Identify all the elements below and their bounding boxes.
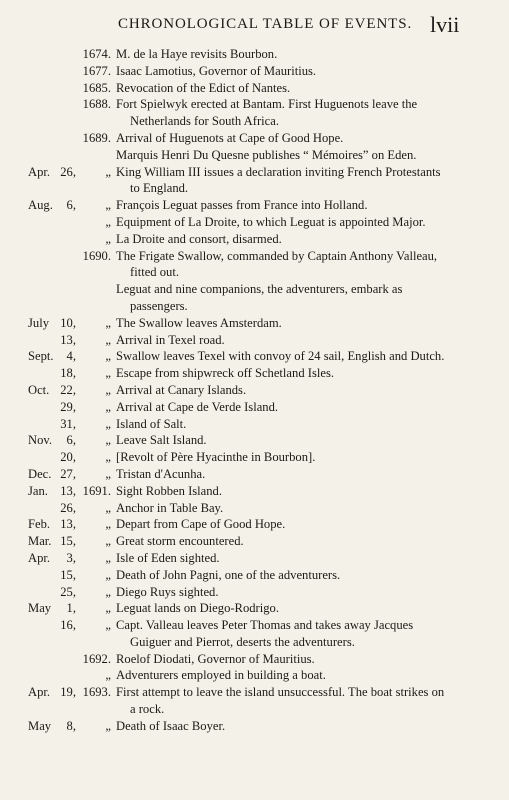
entry-month — [28, 584, 56, 601]
entry-text: Death of Isaac Boyer. — [116, 718, 226, 733]
entry-year: 1688. — [82, 97, 111, 112]
entry-text: Fort Spielwyk erected at Bantam. First Huguenots leave the Netherlands for South Africa. — [116, 97, 418, 129]
entry-date — [28, 332, 111, 349]
entry-month — [28, 248, 56, 265]
entry-date — [28, 449, 111, 466]
chronology-entry — [0, 365, 509, 382]
chronology-entry — [0, 584, 509, 601]
entry-day — [56, 231, 76, 248]
chronology-entry — [0, 382, 509, 399]
chronology-entry — [0, 466, 509, 483]
entry-text: Capt. Valleau leaves Peter Thomas and takes away Jacques Guiguer and Pierrot, deserts the adventurers. — [116, 618, 414, 649]
entry-year: 1677. — [82, 63, 111, 78]
entry-month — [28, 449, 56, 466]
entry-day: 13, — [60, 517, 76, 532]
entry-day: 27, — [60, 466, 76, 481]
entry-date — [28, 63, 111, 80]
chronology-entry — [0, 63, 509, 80]
entry-year: „ — [105, 214, 111, 229]
entry-year: „ — [105, 534, 111, 549]
chronology-entry — [0, 600, 509, 617]
entry-date — [28, 466, 111, 483]
entry-text: Diego Ruys sighted. — [116, 584, 219, 599]
entry-text: The Swallow leaves Amsterdam. — [116, 315, 282, 330]
chronology-entry — [0, 416, 509, 433]
entry-year: 1690. — [82, 248, 111, 263]
entry-text: Equipment of La Droite, to which Leguat is appointed Major. — [116, 214, 426, 229]
entry-day: 13, — [60, 332, 76, 347]
entry-day: 16, — [60, 618, 76, 633]
chronology-list — [0, 46, 509, 735]
entry-year: „ — [105, 231, 111, 246]
entry-text: Roelof Diodati, Governor of Mauritius. — [116, 651, 315, 666]
entry-date — [28, 533, 111, 550]
entry-month: Aug. — [28, 198, 53, 213]
entry-day: 26, — [60, 164, 76, 179]
entry-text: King William III issues a declaration inviting French Protestants to England. — [116, 164, 441, 196]
entry-year: „ — [105, 466, 111, 481]
entry-year: 1689. — [82, 130, 111, 145]
entry-date — [28, 214, 111, 231]
entry-month: July — [28, 315, 49, 330]
entry-month — [28, 231, 56, 248]
entry-year: „ — [105, 416, 111, 431]
entry-date — [28, 584, 111, 601]
entry-text: La Droite and consort, disarmed. — [116, 231, 282, 246]
entry-text: François Leguat passes from France into Holland. — [116, 198, 368, 213]
chronology-entry — [0, 281, 509, 315]
entry-month: Apr. — [28, 685, 51, 700]
entry-date — [28, 516, 111, 533]
entry-month — [28, 500, 56, 517]
page-header — [0, 14, 509, 38]
entry-month — [28, 651, 56, 668]
entry-month: Oct. — [28, 382, 50, 397]
entry-date — [28, 600, 111, 617]
entry-text: Swallow leaves Texel with convoy of 24 sail, English and Dutch. — [116, 349, 445, 364]
entry-day: 26, — [60, 500, 76, 515]
chronology-entry — [0, 248, 509, 282]
entry-year: „ — [105, 349, 111, 364]
entry-year: „ — [105, 433, 111, 448]
chronology-entry — [0, 80, 509, 97]
entry-day: 18, — [60, 366, 76, 381]
entry-month — [28, 46, 56, 63]
entry-day — [56, 651, 76, 668]
entry-text: Marquis Henri Du Quesne publishes “ Mémoires” on Eden. — [116, 147, 417, 162]
entry-date — [28, 46, 111, 63]
entry-text: Arrival of Huguenots at Cape of Good Hope. — [116, 130, 344, 145]
entry-year: „ — [105, 399, 111, 414]
chronology-entry — [0, 164, 509, 198]
entry-date — [28, 432, 111, 449]
entry-text: The Frigate Swallow, commanded by Captain Anthony Valleau, fitted out. — [116, 248, 438, 280]
chronology-entry — [0, 214, 509, 231]
entry-day: 1, — [66, 601, 76, 616]
entry-date — [28, 164, 111, 181]
entry-day: 19, — [60, 685, 76, 700]
chronology-entry — [0, 617, 509, 651]
entry-year: „ — [105, 366, 111, 381]
entry-text: Leave Salt Island. — [116, 433, 207, 448]
chronology-entry — [0, 130, 509, 147]
entry-year: 1691. — [82, 483, 111, 498]
entry-day — [56, 63, 76, 80]
entry-date — [28, 500, 111, 517]
entry-text: [Revolt of Père Hyacinthe in Bourbon]. — [116, 450, 316, 465]
entry-text: Revocation of the Edict of Nantes. — [116, 80, 291, 95]
entry-text: Adventurers employed in building a boat. — [116, 668, 326, 683]
entry-date — [28, 399, 111, 416]
entry-day: 6, — [66, 433, 76, 448]
entry-month — [28, 80, 56, 97]
entry-text: Arrival at Cape de Verde Island. — [116, 399, 279, 414]
entry-day: 29, — [60, 399, 76, 414]
entry-month — [28, 130, 56, 147]
chronology-entry — [0, 684, 509, 718]
entry-text: Tristan d'Acunha. — [116, 466, 206, 481]
chronology-entry — [0, 147, 509, 164]
entry-day: 25, — [60, 584, 76, 599]
chronology-entry — [0, 533, 509, 550]
entry-month — [28, 399, 56, 416]
entry-year: 1693. — [82, 685, 111, 700]
entry-month — [28, 416, 56, 433]
entry-month: Apr. — [28, 550, 51, 565]
entry-month — [28, 214, 56, 231]
chronology-entry — [0, 667, 509, 684]
chronology-entry — [0, 567, 509, 584]
entry-text: First attempt to leave the island unsuccessful. The boat strikes on a rock. — [116, 685, 445, 717]
entry-date — [28, 651, 111, 668]
entry-year: 1692. — [82, 651, 111, 666]
entry-month: May — [28, 601, 52, 616]
entry-day: 22, — [60, 382, 76, 397]
entry-day — [56, 46, 76, 63]
entry-date — [28, 550, 111, 567]
chronology-entry — [0, 348, 509, 365]
entry-year: „ — [105, 601, 111, 616]
entry-day: 10, — [60, 315, 76, 330]
entry-year: „ — [105, 550, 111, 565]
entry-text: Isle of Eden sighted. — [116, 550, 220, 565]
page-number: lvii — [430, 12, 460, 37]
entry-date — [28, 667, 111, 684]
entry-date — [28, 365, 111, 382]
entry-month — [28, 667, 56, 684]
entry-year: „ — [105, 567, 111, 582]
entry-month — [28, 63, 56, 80]
entry-text: M. de la Haye revisits Bourbon. — [116, 47, 278, 61]
entry-date — [28, 248, 111, 265]
entry-month: Apr. — [28, 164, 51, 179]
entry-date — [28, 348, 111, 365]
entry-text: Leguat lands on Diego-Rodrigo. — [116, 601, 279, 616]
entry-month — [28, 365, 56, 382]
entry-year: „ — [105, 315, 111, 330]
entry-text: Leguat and nine companions, the adventurers, embark as passengers. — [116, 282, 403, 313]
chronology-entry — [0, 231, 509, 248]
entry-year: 1685. — [82, 80, 111, 95]
entry-text: Sight Robben Island. — [116, 483, 222, 498]
entry-date — [28, 130, 111, 147]
entry-text: Escape from shipwreck off Schetland Isles. — [116, 366, 334, 381]
entry-month — [28, 332, 56, 349]
entry-text: Anchor in Table Bay. — [116, 500, 224, 515]
entry-year: „ — [105, 618, 111, 633]
entry-month: Mar. — [28, 534, 52, 549]
entry-year: 1674. — [82, 47, 111, 61]
entry-day: 3, — [66, 550, 76, 565]
entry-date — [28, 197, 111, 214]
chronology-entry — [0, 46, 509, 63]
entry-date — [28, 96, 111, 113]
entry-text: Depart from Cape of Good Hope. — [116, 517, 286, 532]
entry-year: „ — [105, 198, 111, 213]
entry-year: „ — [105, 500, 111, 515]
entry-month — [28, 567, 56, 584]
entry-date — [28, 567, 111, 584]
entry-date — [28, 315, 111, 332]
entry-year: „ — [105, 668, 111, 683]
entry-year: „ — [105, 718, 111, 733]
entry-year: „ — [105, 164, 111, 179]
entry-day: 4, — [66, 349, 76, 364]
entry-text: Great storm encountered. — [116, 534, 244, 549]
entry-day — [56, 80, 76, 97]
chronology-entry — [0, 197, 509, 214]
entry-text: Death of John Pagni, one of the adventurers. — [116, 567, 341, 582]
entry-month: May — [28, 718, 52, 733]
entry-day: 15, — [60, 567, 76, 582]
entry-day: 6, — [66, 198, 76, 213]
entry-text: Isaac Lamotius, Governor of Mauritius. — [116, 63, 317, 78]
entry-date — [28, 80, 111, 97]
entry-day: 20, — [60, 450, 76, 465]
chronology-entry — [0, 718, 509, 735]
chronology-entry — [0, 449, 509, 466]
chronology-entry — [0, 651, 509, 668]
entry-date — [28, 483, 111, 500]
entry-text: Arrival in Texel road. — [116, 332, 225, 347]
entry-day: 13, — [60, 483, 76, 498]
entry-month: Jan. — [28, 483, 48, 498]
entry-month — [28, 96, 56, 113]
entry-month: Nov. — [28, 433, 53, 448]
entry-month: Sept. — [28, 349, 54, 364]
entry-date — [28, 718, 111, 735]
entry-day: 31, — [60, 416, 76, 431]
entry-day: 8, — [66, 718, 76, 733]
entry-date — [28, 231, 111, 248]
chronology-entry — [0, 399, 509, 416]
entry-year: „ — [105, 584, 111, 599]
entry-date — [28, 416, 111, 433]
entry-month — [28, 617, 56, 634]
entry-date — [28, 617, 111, 634]
entry-date — [28, 382, 111, 399]
chronology-entry — [0, 315, 509, 332]
entry-month: Feb. — [28, 517, 51, 532]
entry-day: 15, — [60, 534, 76, 549]
entry-month: Dec. — [28, 466, 52, 481]
chronology-entry — [0, 432, 509, 449]
entry-text: Arrival at Canary Islands. — [116, 382, 247, 397]
entry-year: „ — [105, 382, 111, 397]
running-title: CHRONOLOGICAL TABLE OF EVENTS. — [118, 16, 413, 32]
entry-year: „ — [105, 450, 111, 465]
entry-text: Island of Salt. — [116, 416, 187, 431]
chronology-entry — [0, 500, 509, 517]
chronology-entry — [0, 516, 509, 533]
entry-day — [56, 214, 76, 231]
entry-year: „ — [105, 332, 111, 347]
chronology-entry — [0, 96, 509, 130]
entry-day — [56, 248, 76, 265]
entry-year: „ — [105, 517, 111, 532]
chronology-entry — [0, 550, 509, 567]
chronology-entry — [0, 483, 509, 500]
chronology-entry — [0, 332, 509, 349]
entry-day — [56, 96, 76, 113]
entry-day — [56, 667, 76, 684]
entry-day — [56, 130, 76, 147]
entry-date — [28, 684, 111, 701]
